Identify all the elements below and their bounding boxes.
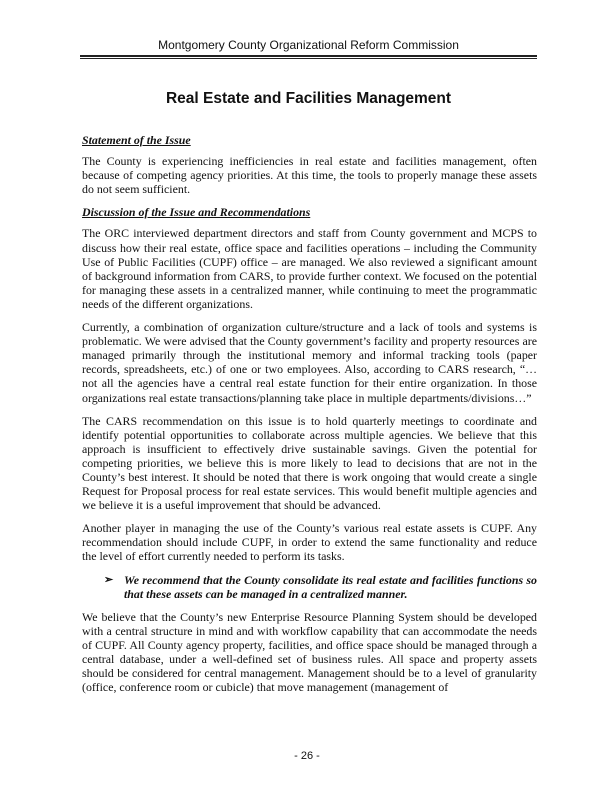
section-heading-statement: Statement of the Issue (82, 133, 191, 147)
arrow-bullet-icon: ➢ (104, 573, 114, 586)
recommendation-item (82, 573, 537, 601)
paragraph-cupf: Another player in managing the use of the County’s various real estate assets is CUPF. Any recommendation should include CUPF, in order to extend the same functionality and reduce the level of effort currently needed to perform its tasks. (82, 521, 537, 564)
header-rule-thin (80, 58, 537, 59)
recommendation-text: We recommend that the County consolidate its real estate and facilities functions so that these assets can be managed in a centralized manner. (124, 572, 537, 601)
paragraph-statement: The County is experiencing inefficiencies in real estate and facilities management, often because of competing agency priorities. At this time, the tools to properly manage these assets do not seem sufficient. (82, 154, 537, 197)
section-heading-discussion: Discussion of the Issue and Recommendations (82, 205, 311, 220)
header-rule (80, 55, 537, 57)
running-header: Montgomery County Organizational Reform Commission (158, 38, 459, 52)
document-title: Real Estate and Facilities Management (165, 90, 452, 107)
page-number: - 26 - (294, 750, 320, 762)
paragraph-cars-recommendation: The CARS recommendation on this issue is to hold quarterly meetings to coordinate and identify potential opportunities to collaborate across multiple agencies. We believe that this approach is insufficient to effectively drive sustainable savings. Given the potential for competing priorities, we believe this is more likely to lead to decisions that are not in the County’s best interest. It should be noted that there is work ongoing that would create a single Request for Proposal process for real estate services. This would benefit multiple agencies and we believe it is a useful improvement that should be advanced. (82, 413, 537, 513)
paragraph-interviews: The ORC interviewed department directors and staff from County government and MCPS to discuss how their real estate, office space and facilities operations – including the Community Use of Public Facilities (CUPF) office – are managed. We also reviewed a significant amount of background information from CARS, to provide further context. We focused on the potential for managing these assets in a centralized manner, while continuing to meet the programmatic needs of the different organizations. (82, 226, 537, 311)
document-body (82, 133, 537, 703)
paragraph-current-state: Currently, a combination of organization culture/structure and a lack of tools and systems is problematic. We were advised that the County government’s facility and property resources are managed primarily through the institutional memory and informal tracking tools (paper records, spreadsheets, etc.) of one or two employees. Also, according to CARS research, “…not all the agencies have a central real estate function for their entire organization. In those organizations real estate transactions/planning take place in multiple departments/divisions…” (82, 320, 537, 405)
paragraph-erp: We believe that the County’s new Enterprise Resource Planning System should be developed with a central structure in mind and with workflow capability that can accommodate the needs of CUPF. All County agency property, facilities, and office space should be managed through a central database, under a well-defined set of business rules. All space and property assets should be considered for central management. Management should be to a level of granularity (office, conference room or cubicle) that move management (management of (82, 609, 537, 695)
